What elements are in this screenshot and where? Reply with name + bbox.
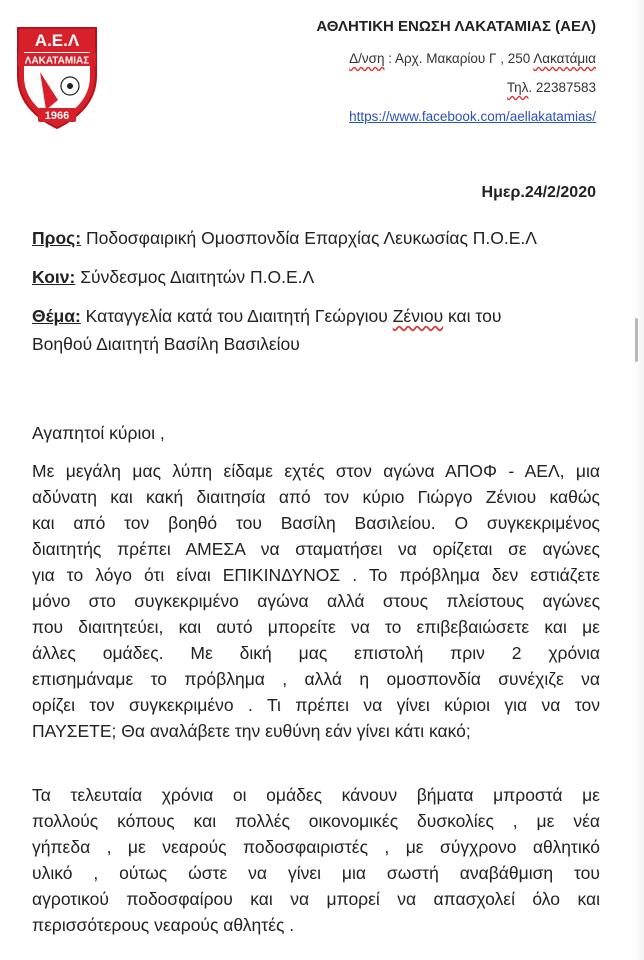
paragraph-line: Με μεγάλη μας λύπη είδαμε εχτές στον αγώνα ΑΠΟΦ - ΑΕΛ, μια [32, 461, 600, 481]
paragraph-line: γήπεδα , με νεαρούς ποδοσφαιριστές , με σύγχρονο αθλητικό [32, 837, 600, 857]
page-edge-shadow [634, 0, 644, 960]
paragraph-line: μόνο στο συγκεκριμένο αγώνα αλλά στους πλείστους αγώνες [32, 591, 600, 611]
logo-name: ΛΑΚΑΤΑΜΙΑΣ [24, 55, 90, 67]
facebook-link[interactable]: https://www.facebook.com/aellakatamias/ [349, 109, 596, 124]
organization-name: ΑΘΛΗΤΙΚΗ ΕΝΩΣΗ ΛΑΚΑΤΑΜΙΑΣ (ΑΕΛ) [316, 18, 596, 35]
paragraph-line: επισημάναμε το πρόβλημα , αλλά η ομοσπονδία συνέχιζε να [32, 669, 600, 689]
address-line: Δ/νση : Αρχ. Μακαρίου Γ , 250 Λακατάμια [349, 51, 596, 66]
logo-year: 1966 [44, 110, 70, 122]
club-logo [14, 24, 100, 132]
paragraph-line: άλλες ομάδες. Με δική μας επιστολή πριν 2 χρόνια [32, 643, 600, 663]
paragraph-line: Τα τελευταία χρόνια οι ομάδες κάνουν βήματα μπροστά με [32, 785, 600, 805]
paragraph-line: ΠΑΥΣΕΤΕ; Θα αναλάβετε την ευθύνη εάν γίνει κάτι κακό; [32, 721, 471, 741]
paragraph-line: αγροτικού ποδοσφαίρου και να μπορεί να απασχολεί όλο και [32, 889, 600, 909]
phone-line: Τηλ. 22387583 [506, 80, 596, 95]
paragraph-2 [32, 782, 600, 938]
logo-abbr: Α.Ε.Λ [34, 31, 80, 50]
paragraph-1 [32, 458, 600, 744]
paragraph-line: υλικό , ούτως ώστε να γίνει μια σωστή αναβάθμιση του [32, 863, 600, 883]
paragraph-line: για το λόγο ότι είναι ΕΠΙΚΙΝΔΥΝΟΣ . Το πρόβλημα δεν εστιάζετε [32, 565, 600, 585]
letterhead [316, 18, 596, 124]
paragraph-line: διαιτητής πρέπει ΑΜΕΣΑ να σταματήσει να ορίζεται σε αγώνες [32, 539, 600, 559]
cc-line: Κοιν: Σύνδεσμος Διαιτητών Π.Ο.Ε.Λ [32, 267, 315, 287]
scrollbar-thumb[interactable] [635, 318, 638, 362]
letter-date: Ημερ.24/2/2020 [481, 184, 596, 201]
paragraph-line: που διαιτητεύει, και αυτό μπορείτε να το επιβεβαιώσετε και με [32, 617, 600, 637]
subject-line: Θέμα: Καταγγελία κατά του Διαιτητή Γεώργιου Ζένιου και του Βοηθού Διαιτητή Βασίλη Βασιλείου [32, 306, 502, 354]
recipient-line: Προς: Ποδοσφαιρική Ομοσπονδία Επαρχίας Λευκωσίας Π.Ο.Ε.Λ [32, 228, 537, 248]
paragraph-line: και από τον βοηθό του Βασίλη Βασιλείου. Ο συγκεκριμένος [32, 513, 600, 533]
paragraph-line: αδύνατη και κακή διαιτησία από τον κύριο Γιώργο Ζένιου καθώς [32, 487, 600, 507]
paragraph-line: ορίζει τον συγκεκριμένο . Τι πρέπει να γίνει κύριοι για να τον [32, 695, 600, 715]
paragraph-line: πολλούς κόπους και πολλές οικονομικές δυσκολίες , με νέα [32, 811, 600, 831]
paragraph-line: περισσότερους νεαρούς αθλητές . [32, 915, 295, 935]
greeting: Αγαπητοί κύριοι , [32, 423, 165, 443]
